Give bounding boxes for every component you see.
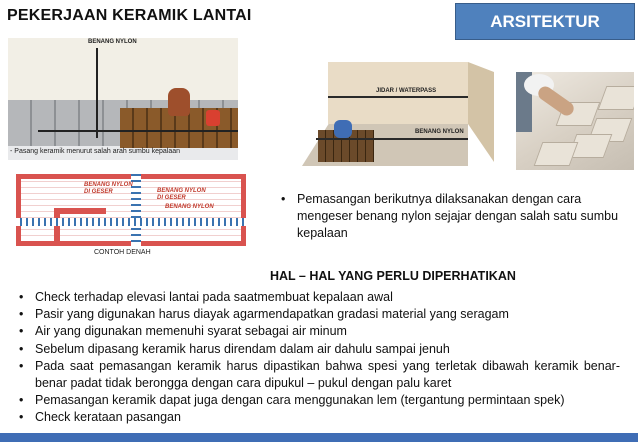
checklist	[0, 289, 620, 427]
bucket-icon	[206, 110, 220, 126]
worker-tiling-photo	[516, 72, 634, 170]
list-item: • Pemasangan keramik dapat juga dengan cara menggunakan lem (tergantung permintaan spek)	[0, 392, 620, 409]
nylon-label: BENANG NYLON	[165, 204, 214, 210]
room-illustration	[298, 58, 498, 168]
plan-caption: CONTOH DENAH	[94, 249, 151, 256]
nylon-shift-label-2: BENANG NYLON DI GESER	[157, 188, 206, 201]
tile	[534, 142, 579, 166]
wall	[8, 38, 238, 100]
list-item: • Check kerataan pasangan	[0, 409, 620, 426]
figure-caption: - Pasang keramik menurut salah arah sumbu kepalaan	[10, 148, 181, 155]
category-badge: ARSITEKTUR	[455, 3, 635, 40]
floor-string-line	[316, 138, 468, 140]
level-line	[328, 96, 468, 98]
footer-bar	[0, 433, 638, 442]
worker-figure	[168, 88, 190, 116]
list-item: • Pasir yang digunakan harus diayak agarmendapatkan gradasi material yang seragam	[0, 306, 620, 323]
worker-arm	[536, 84, 577, 118]
nylon-shift-label: BENANG NYLON DI GESER	[84, 182, 133, 195]
nylon-label: BENANG NYLON	[415, 129, 464, 135]
tile	[598, 86, 634, 110]
nylon-string-vertical	[96, 48, 98, 138]
list-item: • Air yang digunakan memenuhi syarat sebagai air minum	[0, 323, 620, 340]
side-wall	[468, 62, 494, 162]
list-item: • Pada saat pemasangan keramik harus dipastikan bahwa spesi yang terletak dibawah keramik benar-benar padat tidak berongga dengan cara dipukul – pukul dengan palu karet	[0, 358, 620, 392]
nylon-string-horizontal	[38, 130, 238, 132]
section-heading: HAL – HAL YANG PERLU DIPERHATIKAN	[270, 269, 516, 283]
list-item: • Sebelum dipasang keramik harus direndam dalam air dahulu sampai jenuh	[0, 341, 620, 358]
center-axis-horizontal	[16, 218, 246, 226]
note-item: • Pemasangan berikutnya dilaksanakan dengan cara mengeser benang nylon sejajar dengan salah satu sumbu kepalaan	[278, 191, 623, 242]
plan-wall-horizontal	[54, 208, 106, 214]
tiling-photo-illustration	[8, 38, 238, 160]
worker-figure	[334, 120, 352, 138]
plan-wall-vertical	[54, 208, 60, 246]
nylon-label: BENANG NYLON	[88, 39, 137, 45]
jidar-label: JIDAR / WATERPASS	[376, 88, 437, 94]
page-title: PEKERJAAN KERAMIK LANTAI	[7, 7, 252, 24]
note-list	[278, 191, 623, 242]
floor-plan-diagram	[14, 172, 249, 260]
list-item: • Check terhadap elevasi lantai pada saatmembuat kepalaan awal	[0, 289, 620, 306]
